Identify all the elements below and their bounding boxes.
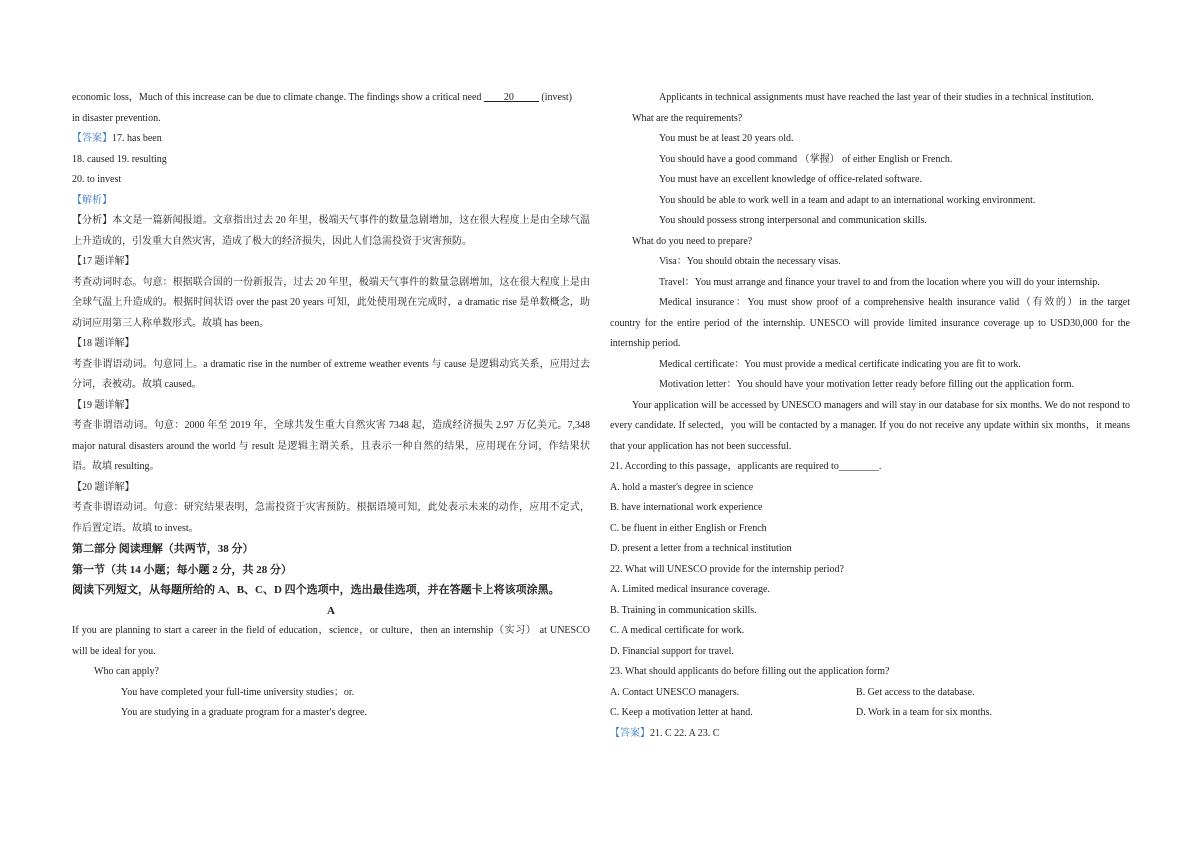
option-23c: C. Keep a motivation letter at hand. [610,707,753,718]
detail-19-title: 【19 题详解】 [72,399,135,411]
instruction: 阅读下列短文，从每题所给的 A、B、C、D 四个选项中，选出最佳选项，并在答题卡上将该项涂黑。 [72,584,560,596]
analysis-tag: 【解析】 [72,194,112,206]
passage-title: A [327,604,335,617]
answers-21-23: 【答案】21. C 22. A 23. C [610,727,720,739]
requirements-heading: What are the requirements? [632,112,743,124]
detail-18-title: 【18 题详解】 [72,338,135,349]
requirement-item: You must have an excellent knowledge of office-related software. [659,174,922,185]
option-21b: B. have international work experience [610,502,763,513]
option-23a: A. Contact UNESCO managers. [610,686,740,698]
answer-tag: 【答案】 [610,727,650,739]
technical-note: Applicants in technical assignments must have reached the last year of their studies in a technical institution. [659,92,1094,103]
left-column [72,88,590,724]
detail-18: 考查非谓语动词。句意同上。a dramatic rise in the number of extreme weather events 与 cause 是逻辑动宾关系，应用过去分词，表被动。故填 caused。 [72,358,590,390]
detail-17: 考查动词时态。句意：根据联合国的一份新报告，过去 20 年里，极端天气事件的数量急剧增加，这在很大程度上是由全球气温上升造成的。根据时间状语 over the past 20 years 可知，此处使用现在完成时，a dramatic rise 是单数概念，助动词应用第三人称单数形式。故填 has been。 [72,276,590,329]
detail-17-title: 【17 题详解】 [72,256,135,267]
prepare-medical-insurance: Medical insurance：You must show proof of a comprehensive health insurance valid（有效的）in the target country for the entire period of the internship. UNESCO will provide limited insurance coverage up to USD30,000 for the internship period. [610,297,1130,349]
passage-line: economic loss，Much of this increase can be due to climate change. The findings show a critical need ____20_____ (invest) [72,92,572,103]
detail-20: 考查非谓语动词。句意：研究结果表明，急需投资于灾害预防。根据语境可知，此处表示未来的动作，应用不定式，作后置定语。故填 to invest。 [72,502,590,534]
passage-line: in disaster prevention. [72,112,161,124]
prepare-motivation-letter: Motivation letter：You should have your motivation letter ready before filling out the application form. [659,379,1075,390]
answer-tag: 【答案】 [72,133,112,144]
detail-19: 考查非谓语动词。句意：2000 年至 2019 年，全球共发生重大自然灾害 7348 起，造成经济损失 2.97 万亿美元。7,348 major natural disasters around the world 与 result 是逻辑主谓关系，且表示一种自然的结果，应用现在分词，作结果状语。故填 resulting。 [72,420,590,472]
section-1-heading: 第一节（共 14 小题；每小题 2 分，共 28 分） [72,563,292,576]
part-2-heading: 第二部分 阅读理解（共两节，38 分） [72,543,254,555]
who-can-apply-heading: Who can apply? [94,666,159,677]
question-23: 23. What should applicants do before filling out the application form? [610,666,890,677]
detail-20-title: 【20 题详解】 [72,481,135,493]
option-22d: D. Financial support for travel. [610,645,734,657]
passage-intro: If you are planning to start a career in the field of education，science，or culture，then an internship（实习） at UNESCO will be ideal for you. [72,625,590,657]
options-23-ab [610,683,1130,704]
answer-20: 20. to invest [72,174,122,185]
right-column [610,88,1130,744]
answer-17: 【答案】17. has been [72,133,162,144]
prepare-heading: What do you need to prepare? [632,235,753,247]
prepare-travel: Travel：You must arrange and finance your travel to and from the location where you will do your internship. [659,276,1100,288]
option-22c: C. A medical certificate for work. [610,625,745,636]
option-21a: A. hold a master's degree in science [610,481,754,493]
option-23d: D. Work in a team for six months. [856,707,992,718]
requirement-item: You should have a good command （掌握） of either English or French. [659,153,953,165]
question-22: 22. What will UNESCO provide for the internship period? [610,563,844,575]
requirement-item: You should possess strong interpersonal and communication skills. [659,215,927,226]
who-item-1: You have completed your full-time university studies；or. [121,686,355,698]
answer-18-19: 18. caused 19. resulting [72,153,167,165]
options-23-cd [610,703,1130,724]
who-item-2: You are studying in a graduate program for a master's degree. [121,707,367,718]
prepare-visa: Visa：You should obtain the necessary visas. [659,256,841,267]
question-21: 21. According to this passage，applicants are required to________. [610,461,882,472]
analysis-summary: 【分析】本文是一篇新闻报道。文章指出过去 20 年里，极端天气事件的数量急剧增加，这在很大程度上是由全球气温上升造成的，引发重大自然灾害，造成了极大的经济损失，因此人们急需投资于灾害预防。 [72,215,590,247]
requirement-item: You should be able to work well in a team and adapt to an international working environment. [659,194,1036,206]
option-21d: D. present a letter from a technical institution [610,543,792,554]
prepare-medical-certificate: Medical certificate：You must provide a medical certificate indicating you are fit to work. [659,358,1021,370]
option-23b: B. Get access to the database. [856,686,975,698]
application-paragraph: Your application will be accessed by UNESCO managers and will stay in our database for six months. We do not respond to every candidate. If selected，you will be contacted by a manager. If you do not receive any update within six months，it means that your application has not been successful. [610,399,1130,452]
blank-20: ____20_____ [483,92,539,103]
requirement-item: You must be at least 20 years old. [659,133,794,144]
option-22a: A. Limited medical insurance coverage. [610,584,770,595]
option-21c: C. be fluent in either English or French [610,522,767,534]
option-22b: B. Training in communication skills. [610,604,757,616]
